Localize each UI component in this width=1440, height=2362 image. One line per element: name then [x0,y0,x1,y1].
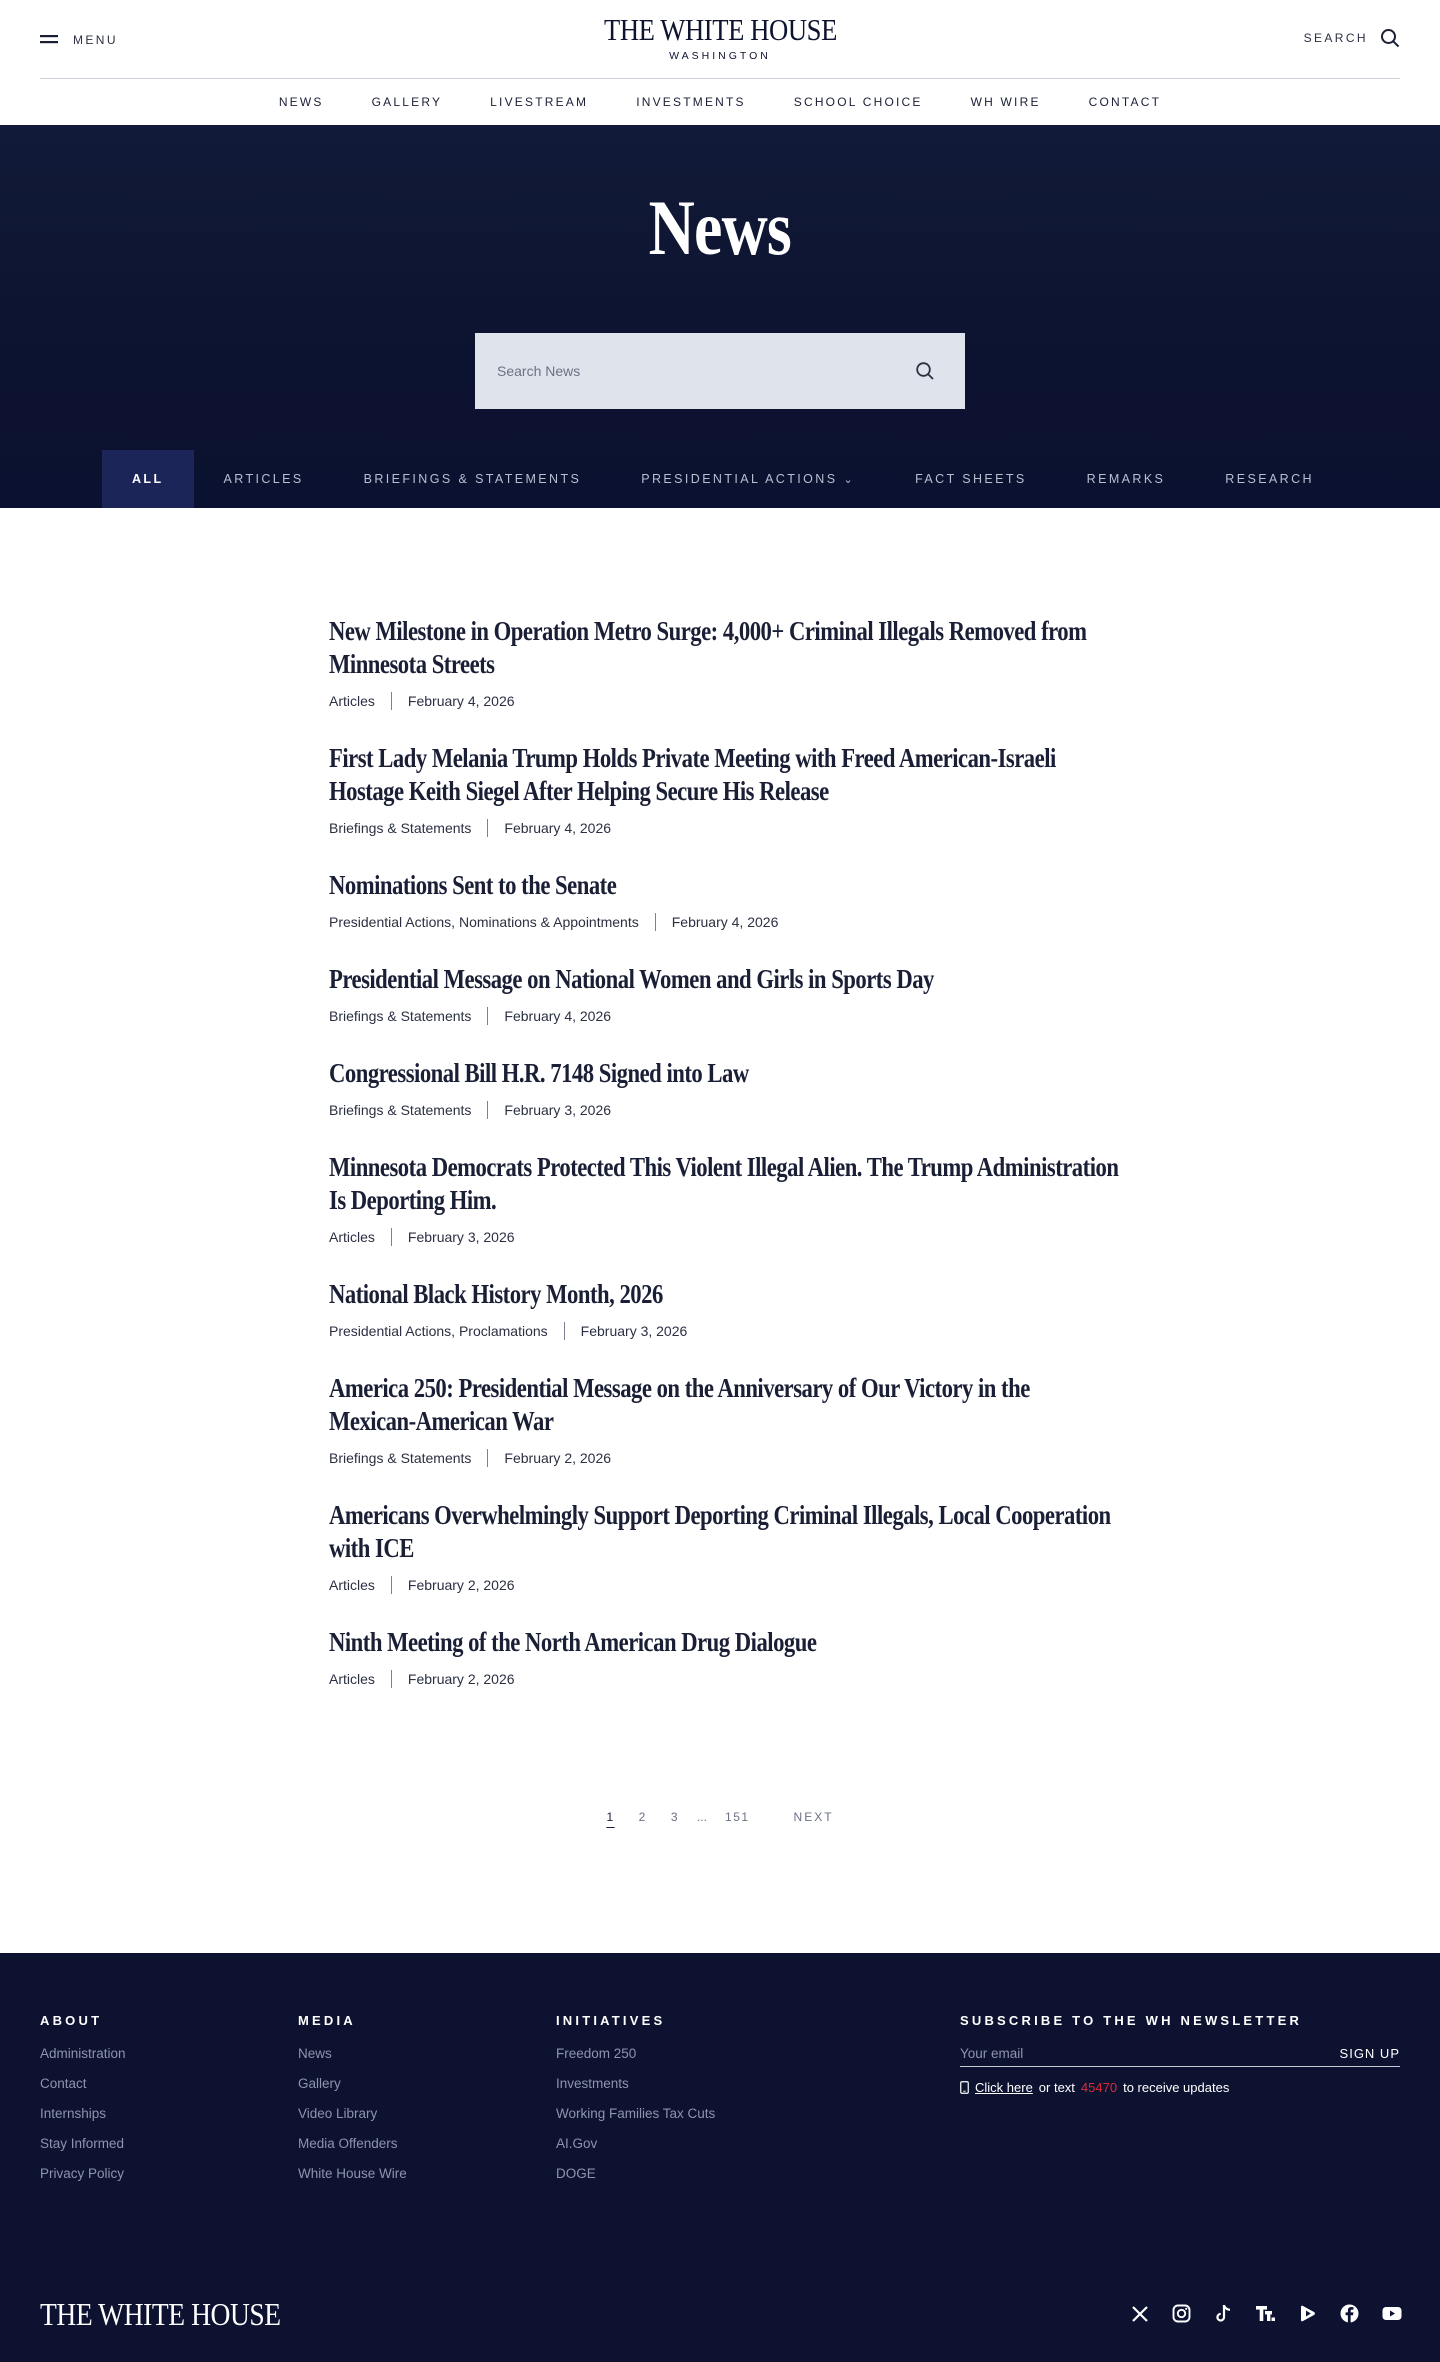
filter-presidential-actions[interactable] [611,450,885,508]
news-item-meta [329,1007,1119,1025]
search-icon [915,361,935,381]
site-header [0,0,1440,125]
footer-link[interactable]: Contact [40,2076,87,2091]
nav-news[interactable]: NEWS [278,94,324,109]
footer-logo[interactable]: THE WHITE HOUSE [40,2296,281,2332]
news-item-title[interactable]: Congressional Bill H.R. 7148 Signed into Law [329,1058,749,1088]
footer-col-media [298,2013,407,2196]
footer-link[interactable]: Administration [40,2046,126,2061]
chevron-down-icon: ⌄ [843,473,856,486]
search-icon [1380,28,1400,48]
news-item-meta [329,1449,1119,1467]
sms-text-1: or text [1038,2080,1075,2095]
news-item-title[interactable]: First Lady Melania Trump Holds Private Meeting with Freed American-Israeli Hostage Keith Siegel After Helping Secure His Release [329,743,1056,806]
news-item-category[interactable]: Articles [329,1229,375,1245]
filter-remarks[interactable]: REMARKS [1086,472,1166,486]
footer-link[interactable]: White House Wire [298,2166,407,2181]
news-item-meta [329,1228,1119,1246]
news-item-date: February 3, 2026 [580,1323,688,1339]
nav-investments[interactable]: INVESTMENTS [636,94,746,109]
news-item-date: February 4, 2026 [504,1008,612,1024]
news-item-title[interactable]: America 250: Presidential Message on the Anniversary of Our Victory in the Mexican-American War [329,1373,1030,1436]
footer-link[interactable]: Privacy Policy [40,2166,125,2181]
footer-link[interactable]: Working Families Tax Cuts [556,2106,716,2121]
footer-link[interactable]: AI.Gov [556,2136,598,2151]
news-item-date: February 4, 2026 [407,693,515,709]
filter-research[interactable]: RESEARCH [1225,472,1314,486]
footer-col-about [40,2013,126,2196]
news-item-date: February 2, 2026 [407,1577,515,1593]
news-item-category[interactable]: Articles [329,693,375,709]
meta-divider [487,1449,488,1467]
news-item-category[interactable]: Briefings & Statements [329,820,472,836]
instagram-icon[interactable] [1171,2303,1192,2324]
news-item-meta [329,819,1119,837]
news-item-date: February 3, 2026 [407,1229,515,1245]
page-1[interactable]: 1 [606,1810,615,1824]
meta-divider [487,1101,488,1119]
footer-link[interactable]: DOGE [556,2166,596,2181]
nav-wh-wire[interactable]: WH WIRE [970,94,1041,109]
news-item [329,742,1119,837]
news-item-title[interactable]: New Milestone in Operation Metro Surge: 4,000+ Criminal Illegals Removed from Minnesota Streets [329,616,1087,679]
next-page-button[interactable]: NEXT [793,1810,834,1824]
news-item-category[interactable]: Presidential Actions, Nominations & Appointments [329,914,639,930]
news-item-category[interactable]: Briefings & Statements [329,1450,472,1466]
footer-link[interactable]: Internships [40,2106,107,2121]
news-search-input[interactable] [497,363,877,379]
meta-divider [564,1322,565,1340]
facebook-icon[interactable] [1339,2303,1360,2324]
news-list [329,615,1119,1720]
nav-school-choice[interactable]: SCHOOL CHOICE [793,94,923,109]
sms-number: 45470 [1080,2080,1118,2095]
footer-link[interactable]: Media Offenders [298,2136,398,2151]
sign-up-button[interactable]: SIGN UP [1339,2046,1400,2061]
footer-link[interactable]: Video Library [298,2106,378,2121]
news-item-category[interactable]: Articles [329,1671,375,1687]
main-nav [0,78,1440,125]
news-item-category[interactable]: Presidential Actions, Proclamations [329,1323,548,1339]
rumble-icon[interactable] [1297,2303,1318,2324]
news-item [329,1499,1119,1594]
news-item-title[interactable]: Nominations Sent to the Senate [329,870,617,900]
news-item-title[interactable]: Ninth Meeting of the North American Drug Dialogue [329,1627,817,1657]
news-item [329,1626,1119,1688]
news-item [329,1151,1119,1246]
footer-link[interactable]: News [298,2046,332,2061]
filter-articles[interactable]: ARTICLES [223,472,304,486]
email-row [960,2046,1400,2067]
news-item-category[interactable]: Briefings & Statements [329,1008,472,1024]
news-item-date: February 3, 2026 [504,1102,612,1118]
sms-click-here-link[interactable]: Click here [975,2080,1033,2095]
pagination-ellipsis: ... [697,1810,708,1824]
news-item-meta [329,692,1119,710]
search-label: SEARCH [1303,31,1368,45]
logo-title: THE WHITE HOUSE [603,12,837,47]
footer-link[interactable]: Investments [556,2076,629,2091]
news-item-title[interactable]: Presidential Message on National Women and Girls in Sports Day [329,964,934,994]
page-title: News [648,184,792,271]
newsletter-signup [960,2013,1400,2095]
site-logo[interactable] [0,12,1440,62]
news-item [329,1372,1119,1467]
header-search-button[interactable] [1304,28,1400,48]
site-footer [0,1953,1440,2362]
sms-text-2: to receive updates [1123,2080,1230,2095]
news-item [329,1057,1119,1119]
news-item-title[interactable]: National Black History Month, 2026 [329,1279,663,1309]
news-item-meta [329,1576,1119,1594]
meta-divider [391,1576,392,1594]
footer-heading: INITIATIVES [556,2013,666,2028]
news-item-date: February 4, 2026 [671,914,779,930]
footer-col-initiatives [556,2013,715,2196]
page-3[interactable]: 3 [670,1810,679,1824]
news-item-meta [329,913,1119,931]
pagination [0,1810,1440,1824]
page-2[interactable]: 2 [638,1810,647,1824]
filter-briefings-statements[interactable]: BRIEFINGS & STATEMENTS [363,472,582,486]
news-item-date: February 2, 2026 [407,1671,515,1687]
social-links [1129,2303,1402,2324]
news-item-title[interactable]: Americans Overwhelmingly Support Deporting Criminal Illegals, Local Cooperation with ICE [329,1500,1111,1563]
menu-label: MENU [73,33,118,47]
news-item-meta [329,1101,1119,1119]
truth-social-icon[interactable] [1255,2303,1276,2324]
news-item [329,1278,1119,1340]
meta-divider [655,913,656,931]
newsletter-heading: SUBSCRIBE TO THE WH NEWSLETTER [960,2013,1303,2028]
filter-presidential-actions-label: PRESIDENTIAL ACTIONS [641,472,838,486]
filter-fact-sheets[interactable]: FACT SHEETS [915,472,1027,486]
meta-divider [487,819,488,837]
news-item-date: February 4, 2026 [504,820,612,836]
nav-gallery[interactable]: GALLERY [371,94,443,109]
meta-divider [391,692,392,710]
category-filters [102,450,1344,508]
news-item-date: February 2, 2026 [504,1450,612,1466]
phone-icon [960,2081,969,2094]
logo-subtitle: WASHINGTON [669,50,771,62]
news-search-submit[interactable] [907,353,943,389]
newsletter-email-input[interactable] [960,2046,1260,2061]
news-item [329,869,1119,931]
news-item-category[interactable]: Articles [329,1577,375,1593]
tiktok-icon[interactable] [1213,2303,1234,2324]
news-item [329,963,1119,1025]
footer-heading: MEDIA [298,2013,356,2028]
youtube-icon[interactable] [1381,2303,1402,2324]
footer-link[interactable]: Stay Informed [40,2136,125,2151]
nav-contact[interactable]: CONTACT [1088,94,1162,109]
page-last[interactable]: 151 [725,1810,750,1824]
news-item-meta [329,1670,1119,1688]
news-hero [0,125,1440,508]
meta-divider [391,1670,392,1688]
footer-link[interactable]: Gallery [298,2076,341,2091]
news-item-meta [329,1322,1119,1340]
news-item-title[interactable]: Minnesota Democrats Protected This Violent Illegal Alien. The Trump Administration Is Deporting Him. [329,1152,1119,1215]
meta-divider [487,1007,488,1025]
news-search-box [475,333,965,409]
nav-livestream[interactable]: LIVESTREAM [490,94,589,109]
x-icon[interactable] [1129,2303,1150,2324]
news-item-category[interactable]: Briefings & Statements [329,1102,472,1118]
sms-signup [960,2080,1400,2095]
news-item [329,615,1119,710]
footer-link[interactable]: Freedom 250 [556,2046,637,2061]
filter-all[interactable]: ALL [102,450,194,508]
footer-heading: ABOUT [40,2013,103,2028]
meta-divider [391,1228,392,1246]
